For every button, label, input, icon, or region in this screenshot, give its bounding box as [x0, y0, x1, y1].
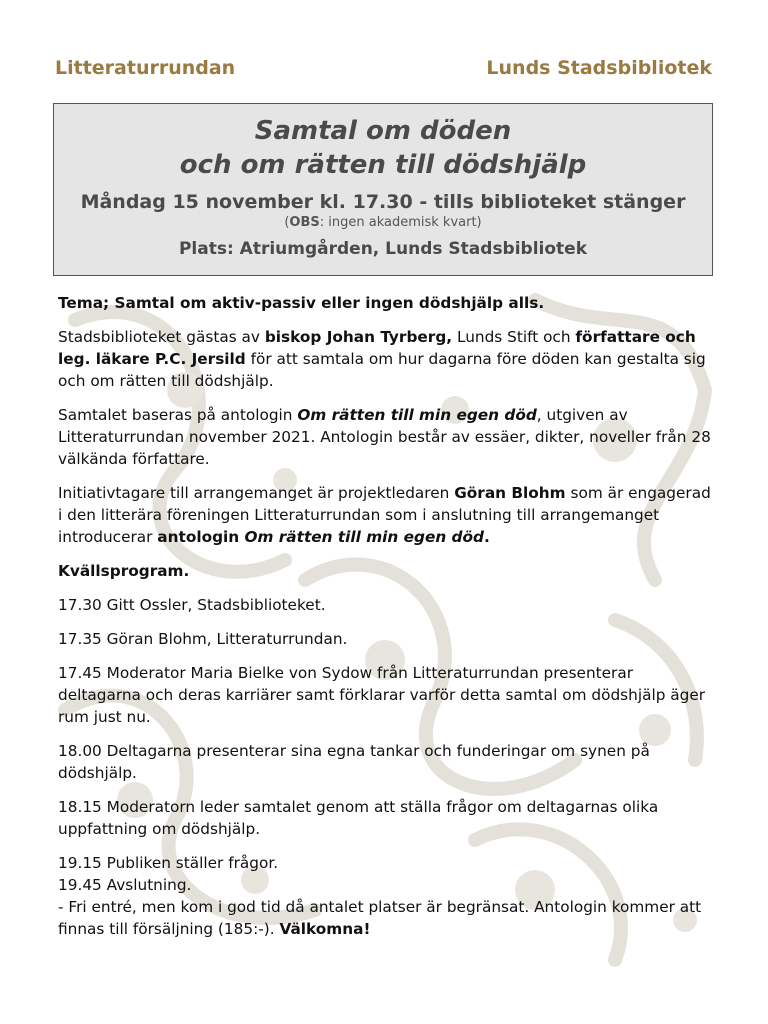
event-venue: Plats: Atriumgården, Lunds Stadsbibliotek: [178, 239, 588, 259]
program-heading: Kvällsprogram.: [58, 562, 190, 580]
paragraph-initiator: Initiativtagare till arrangemanget är projektledaren Göran Blohm som är engagerad i den litterära föreningen Litteraturrundan som i anslutning till arrangemanget introducerar antologin Om rätten till min egen död.: [58, 484, 711, 546]
program-item: 19.15 Publiken ställer frågor.: [58, 854, 279, 872]
program-item: 18.15 Moderatorn leder samtalet genom att ställa frågor om deltagarnas olika uppfattning om dödshjälp.: [58, 798, 659, 838]
program-item: 17.30 Gitt Ossler, Stadsbiblioteket.: [58, 596, 326, 614]
obs-label: OBS: [289, 215, 320, 230]
title-line-2: och om rätten till dödshjälp: [179, 150, 587, 180]
program-item: 17.45 Moderator Maria Bielke von Sydow från Litteraturrundan presenterar deltagarna och deras karriärer samt förklarar varför detta samtal om dödshjälp äger rum just nu.: [58, 664, 706, 726]
library-name: Lunds Stadsbibliotek: [486, 57, 712, 79]
paragraph-guests: Stadsbiblioteket gästas av biskop Johan Tyrberg, Lunds Stift och författare och leg. läkare P.C. Jersild för att samtala om hur dagarna före döden kan gestalta sig och om rätten till dödshjälp.: [58, 328, 706, 390]
welcome-text: Välkomna!: [279, 920, 371, 938]
footer-note: - Fri entré, men kom i god tid då antalet platser är begränsat. Antologin kommer att finnas till försäljning (185:-). Välkomna!: [58, 898, 702, 938]
event-date: Måndag 15 november kl. 17.30 - tills biblioteket stänger: [80, 191, 686, 213]
program-item: 18.00 Deltagarna presenterar sina egna tankar och funderingar om synen på dödshjälp.: [58, 742, 650, 782]
title-line-1: Samtal om döden: [254, 116, 512, 146]
paragraph-anthology: Samtalet baseras på antologin Om rätten till min egen död, utgiven av Litteraturrundan november 2021. Antologin består av essäer, dikter, noveller från 28 välkända författare.: [58, 406, 711, 468]
title-box: [53, 103, 713, 276]
obs-note: (OBS: ingen akademisk kvart): [284, 215, 482, 230]
organizer-name: Litteraturrundan: [55, 57, 236, 79]
theme-heading: Tema; Samtal om aktiv-passiv eller ingen dödshjälp alls.: [58, 294, 545, 312]
program-item: 17.35 Göran Blohm, Litteraturrundan.: [58, 630, 348, 648]
event-description: [58, 292, 718, 940]
program-item: 19.45 Avslutning.: [58, 876, 192, 894]
